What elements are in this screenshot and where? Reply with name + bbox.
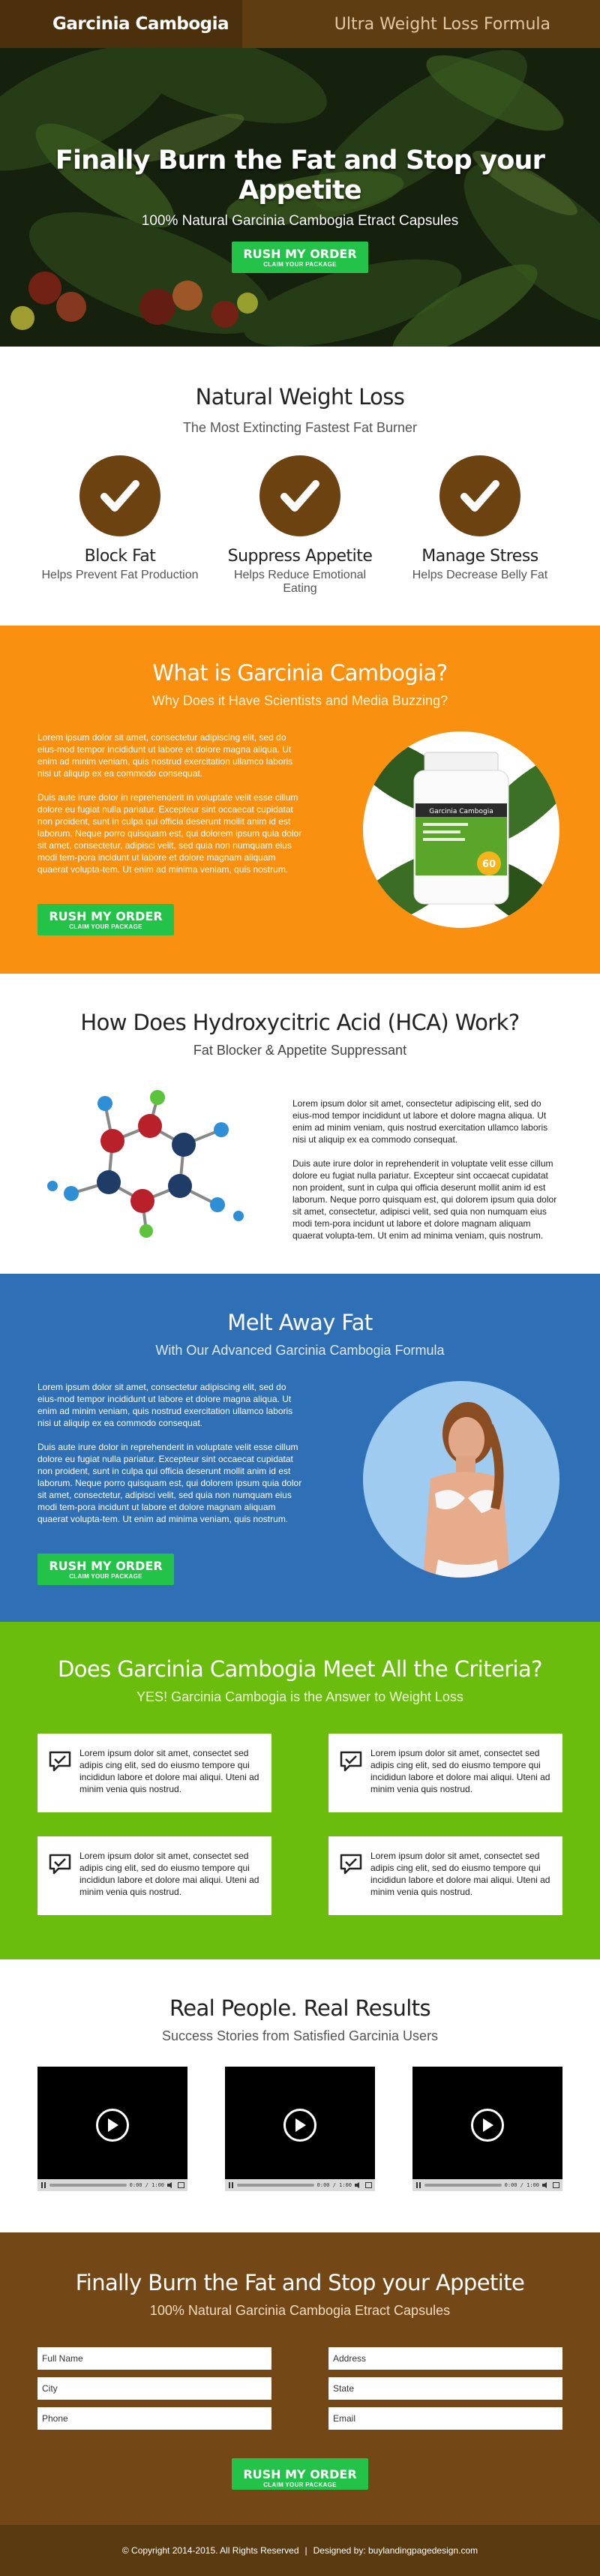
copyright-text: © Copyright 2014-2015. All Rights Reserved xyxy=(122,2545,299,2556)
check-icon xyxy=(260,455,340,536)
play-icon[interactable] xyxy=(284,2109,316,2142)
play-icon[interactable] xyxy=(96,2109,129,2142)
fullscreen-icon[interactable] xyxy=(178,2182,184,2188)
features-section xyxy=(0,347,600,626)
melt-paragraph-1: Lorem ipsum dolor sit amet, consectetur adipiscing elit, sed do eius-mod tempor incididunt ut labore et dolore magna aliqua. Ut enim ad minim veniam, quis nostrud exercitation ullamco laboris nisi ut aliquip ex ea commodo consequat. xyxy=(38,1382,293,1428)
criteria-card xyxy=(38,1734,272,1812)
what-is-paragraph-1: Lorem ipsum dolor sit amet, consectetur adipiscing elit, sed do eius-mod tempor incididunt ut labore et dolore magna aliqua. Ut enim ad minim veniam, quis nostrud exercitation ullamco laboris nisi ut aliquip ex ea commodo consequat. xyxy=(38,732,293,779)
pause-icon[interactable] xyxy=(228,2182,234,2188)
button-label: RUSH MY ORDER xyxy=(243,2467,357,2481)
bottle-badge: 60 xyxy=(482,859,496,870)
pause-icon[interactable] xyxy=(40,2182,46,2188)
footer xyxy=(0,2525,600,2576)
criteria-subtitle: YES! Garcinia Cambogia is the Answer to Weight Loss xyxy=(136,1689,464,1704)
features-subtitle: The Most Extincting Fastest Fat Burner xyxy=(182,420,418,435)
button-label: RUSH MY ORDER xyxy=(49,909,163,923)
what-is-rush-order-button[interactable] xyxy=(38,904,174,935)
header-bar xyxy=(0,0,600,48)
hca-paragraph-1: Lorem ipsum dolor sit amet, consectetur adipiscing elit, sed do eius-mod tempor incididunt ut labore et dolore magna aliqua. Ut enim ad minim veniam, quis nostrud exercitation ullamco laboris nisi ut aliquip ex ea commodo consequat. xyxy=(292,1098,548,1145)
feature-title: Manage Stress xyxy=(422,547,538,566)
what-is-section xyxy=(0,626,600,974)
order-form xyxy=(38,2347,562,2430)
bottle-label: Garcinia Cambogia xyxy=(429,808,494,815)
results-section xyxy=(0,1959,600,2232)
hero-rush-order-button[interactable] xyxy=(232,242,368,273)
video-progress-bar[interactable] xyxy=(424,2184,502,2187)
molecule-image xyxy=(38,1081,248,1238)
what-is-subtitle: Why Does it Have Scientists and Media Buzzing? xyxy=(152,693,448,708)
criteria-text: Lorem ipsum dolor sit amet, consectet sed adipis cing elit, sed do eiusmo tempore qui incididun labore et dolore mai aliqui. Uteni ad minim venia quis nostrud. xyxy=(370,1748,550,1794)
feature-desc: Helps Reduce Emotional Eating xyxy=(233,569,367,595)
hca-subtitle: Fat Blocker & Appetite Suppressant xyxy=(193,1043,407,1058)
chat-check-icon xyxy=(48,1747,80,1799)
button-label: RUSH MY ORDER xyxy=(49,1559,163,1573)
criteria-card xyxy=(328,1836,562,1915)
feature-desc: Helps Prevent Fat Production xyxy=(41,569,199,581)
video-player[interactable] xyxy=(225,2067,375,2191)
melt-title: Melt Away Fat xyxy=(227,1310,373,1335)
chat-check-icon xyxy=(339,1850,370,1902)
volume-icon[interactable] xyxy=(167,2182,175,2188)
results-subtitle: Success Stories from Satisfied Garcinia Users xyxy=(161,2028,439,2043)
city-field[interactable] xyxy=(38,2377,272,2400)
button-sublabel: CLAIM YOUR PACKAGE xyxy=(263,2481,337,2488)
header-tagline: Ultra Weight Loss Formula xyxy=(334,14,550,34)
fullscreen-icon[interactable] xyxy=(365,2182,372,2188)
button-label: RUSH MY ORDER xyxy=(243,247,357,261)
melt-rush-order-button[interactable] xyxy=(38,1554,174,1585)
hca-paragraph-2: Duis aute irure dolor in reprehenderit in voluptate velit esse cillum dolore eu fugiat nulla pariatur. Excepteur sint occaecat cupidatat non proident, sunt in culpa qui officia deserunt mollit anim id est laborum. Neque porro quisquam est, qui dolorem ipsum quia dolor sit amet, consectetur, adipisci velit, sed quia non numquam eius modi tem-pora incidunt ut labore et dolore magnam aliquam quaerat volupta-tem. Ut enim ad minima veniam, quis nostrum. xyxy=(292,1158,557,1241)
what-is-title: What is Garcinia Cambogia? xyxy=(152,660,448,686)
criteria-title: Does Garcinia Cambogia Meet All the Criteria? xyxy=(58,1656,542,1682)
criteria-text: Lorem ipsum dolor sit amet, consectet sed adipis cing elit, sed do eiusmo tempore qui incididun labore et dolore mai aliqui. Uteni ad minim venia quis nostrud. xyxy=(80,1851,260,1897)
chat-check-icon xyxy=(48,1850,80,1902)
state-field[interactable] xyxy=(328,2377,562,2400)
chat-check-icon xyxy=(339,1747,370,1799)
button-sublabel: CLAIM YOUR PACKAGE xyxy=(263,261,337,268)
volume-icon[interactable] xyxy=(355,2182,362,2188)
button-sublabel: CLAIM YOUR PACKAGE xyxy=(69,923,142,930)
footer-separator: | xyxy=(304,2545,308,2556)
criteria-text: Lorem ipsum dolor sit amet, consectet sed adipis cing elit, sed do eiusmo tempore qui incididun labore et dolore mai aliqui. Uteni ad minim venia quis nostrud. xyxy=(80,1748,260,1794)
feature-title: Block Fat xyxy=(84,547,156,566)
video-player[interactable] xyxy=(412,2067,562,2191)
product-bottle-image xyxy=(363,731,560,928)
volume-icon[interactable] xyxy=(542,2182,550,2188)
feature-suppress-appetite xyxy=(218,455,382,596)
hca-section xyxy=(0,974,600,1274)
order-title: Finally Burn the Fat and Stop your Appetite xyxy=(75,2270,525,2295)
feature-title: Suppress Appetite xyxy=(227,547,373,566)
hero-section xyxy=(0,48,600,347)
video-controls xyxy=(412,2179,562,2191)
hca-title: How Does Hydroxycitric Acid (HCA) Work? xyxy=(80,1010,520,1035)
address-field[interactable] xyxy=(328,2347,562,2370)
feature-manage-stress xyxy=(398,455,562,596)
what-is-paragraph-2: Duis aute irure dolor in reprehenderit in voluptate velit esse cillum dolore eu fugiat nulla pariatur. Excepteur sint occaecat cupidatat non proident, sunt in culpa qui officia deserunt mollit anim id est laborum. Neque porro quisquam est, qui dolorem ipsum quia dolor sit amet, consectetur, adipisci velit, sed quia non numquam eius modi tem-pora incidunt ut labore et dolore magnam aliquam quaerat volupta-tem. Ut enim ad minima veniam, quis nostrum. xyxy=(38,792,302,875)
video-time: 0:00 / 1:00 xyxy=(316,2182,352,2188)
check-icon xyxy=(440,455,520,536)
video-progress-bar[interactable] xyxy=(50,2184,127,2187)
check-icon xyxy=(80,455,160,536)
order-section xyxy=(0,2232,600,2525)
pause-icon[interactable] xyxy=(416,2182,422,2188)
criteria-section xyxy=(0,1622,600,1959)
order-subtitle: 100% Natural Garcinia Cambogia Etract Capsules xyxy=(149,2303,451,2318)
melt-subtitle: With Our Advanced Garcinia Cambogia Formula xyxy=(155,1343,445,1358)
phone-field[interactable] xyxy=(38,2407,272,2430)
melt-paragraph-2: Duis aute irure dolor in reprehenderit in voluptate velit esse cillum dolore eu fugiat nulla pariatur. Excepteur sint occaecat cupidatat non proident, sunt in culpa qui officia deserunt mollit anim id est laborum. Neque porro quisquam est, qui dolorem ipsum quia dolor sit amet, consectetur, adipisci velit, sed quia non numquam eius modi tem-pora incidunt ut labore et dolore magnam aliquam quaerat volupta-tem. Ut enim ad minima veniam, quis nostrum. xyxy=(38,1442,302,1524)
video-player[interactable] xyxy=(38,2067,188,2191)
full-name-field[interactable] xyxy=(38,2347,272,2370)
hero-title: Finally Burn the Fat and Stop your Appetite xyxy=(55,146,545,206)
features-title: Natural Weight Loss xyxy=(195,384,405,410)
criteria-text: Lorem ipsum dolor sit amet, consectet sed adipis cing elit, sed do eiusmo tempore qui incididun labore et dolore mai aliqui. Uteni ad minim venia quis nostrud. xyxy=(370,1851,550,1897)
video-controls xyxy=(225,2179,375,2191)
feature-desc: Helps Decrease Belly Fat xyxy=(412,569,548,581)
video-progress-bar[interactable] xyxy=(237,2184,314,2187)
video-time: 0:00 / 1:00 xyxy=(504,2182,539,2188)
fullscreen-icon[interactable] xyxy=(553,2182,560,2188)
hero-subtitle: 100% Natural Garcinia Cambogia Etract Capsules xyxy=(141,213,459,229)
video-controls xyxy=(38,2179,188,2191)
button-sublabel: CLAIM YOUR PACKAGE xyxy=(69,1573,142,1580)
results-title: Real People. Real Results xyxy=(170,1995,430,2021)
site-logo[interactable]: Garcinia Cambogia xyxy=(0,0,242,48)
video-time: 0:00 / 1:00 xyxy=(129,2182,164,2188)
order-submit-button[interactable] xyxy=(232,2458,368,2490)
feature-block-fat xyxy=(38,455,202,596)
email-field[interactable] xyxy=(328,2407,562,2430)
designer-credit-link[interactable]: Designed by: buylandingpagedesign.com xyxy=(313,2545,478,2556)
woman-photo xyxy=(363,1381,560,1578)
criteria-card xyxy=(38,1836,272,1915)
melt-away-section xyxy=(0,1274,600,1622)
criteria-card xyxy=(328,1734,562,1812)
play-icon[interactable] xyxy=(471,2109,504,2142)
